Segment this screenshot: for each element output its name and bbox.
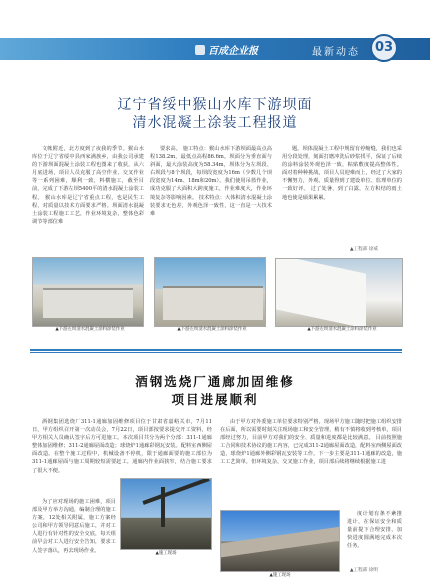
article2-title-line1: 酒钢选烧厂通廊加固维修 bbox=[135, 374, 295, 389]
photo-caption-2: ▲下游左坝清水混凝土涂料涂装作业 bbox=[177, 327, 247, 332]
construction-photo-2 bbox=[220, 510, 340, 572]
article1-col3-text: 题。坝体混凝土工程中规留有停缩缝，我们也采用分段处理，刻面打磨冲洗后砂浆找平，保证了后续的涂料涂装外观色泽一致，粘贴敷度提高整体性。 面对着种种挑战，项目人员迎难而上，经过了大家的不懈努力，外观、质量得到了建设单位、监理单位的一致好评。 过了处暑，到了白露，左方积结的雨土地也使是硕果累累。 bbox=[282, 146, 402, 201]
article2-column-left-2 bbox=[32, 498, 116, 573]
photo-caption-3: ▲下游左坝清水混凝土涂料涂装作业 bbox=[307, 327, 377, 332]
article2-col-left2-text: 为了应对现场的施工困难，项目部及甲方举方沟通，编制合理的施工方案，12处相关附属，施工方案经公司和甲方领导同意后施工，并对工人进行有针对性的安全交底，每天组前早会对工人进行安全告知，要求工人签字落认，再去现场作业。 bbox=[32, 499, 116, 554]
section-divider bbox=[30, 349, 402, 351]
photo-caption-1: ▲下游左坝清水混凝土涂料涂装作业 bbox=[55, 327, 125, 332]
article2-title-line2: 项目进展顺利 bbox=[171, 392, 259, 407]
article2-column-right-2 bbox=[347, 510, 402, 568]
article1-col1-text: 文帐附近，北方度到了夜我的季节。猴山水库位于辽宁省绥中县西家满族乡，由我公司承建的下游坝面混凝土涂装工程也图来了收获，从六月底进场，项目人员克服了高空作业、交叉作业等一系列困难，顺利一致，料横施工，截至目前，完成了下游左坝5400平的清水混凝土涂装工程。 猴山水库是辽宁省重点工程，也是民生工程，对质量以技术方面要求严格。坝面清水混凝土涂装工程施工工艺，作业环境复杂，整体色彩调节等部位难 bbox=[32, 146, 144, 225]
article2-column-right bbox=[220, 418, 402, 510]
page-number-badge: 03 bbox=[370, 34, 398, 62]
logo-icon bbox=[195, 45, 205, 55]
article2-col-right2-text: 度计划有条不紊推进计，在保证安全和质量前提下合理安排，加快进度圆满地完成本次任务。 bbox=[347, 511, 402, 550]
article1-title-line1: 辽宁省绥中猴山水库下游坝面 bbox=[117, 97, 313, 113]
photo-caption-4: ▲施工现场 bbox=[155, 551, 177, 556]
article2-credit: ▲工程部 徐明 bbox=[350, 568, 378, 573]
photo-caption-5: ▲施工现场 bbox=[269, 573, 291, 578]
logo-text: 百成企业报 bbox=[208, 46, 258, 57]
dam-photo-2 bbox=[154, 257, 266, 327]
article1-title-line2: 清水混凝土涂装工程报道 bbox=[132, 115, 298, 131]
newsletter-logo bbox=[195, 42, 275, 57]
construction-photo-1 bbox=[120, 478, 212, 550]
section-label: 最新动态 bbox=[312, 47, 360, 58]
article2-col-right-text: 由于甲方对外委施工单位要求特别严格，现场甲方施工随时把施工组织安排在后面，所以需要时刻关注现场施工和安全管理，稍有不慎将收到考核单，项目部经过努力，目前甲方对我们的安全、质量和进度都是比较满意。 目前按照施工合同和技术协议的施工内容，已完成311-2通廊屋面改造，配料室西侧屋面改造，球烧炉1通廊外侧彩钢瓦安装等工作。下一步主要是311-1通廊的改造，施工工艺简单，但环境复杂，交叉施工作业，项目部后续将继续根据施工进 bbox=[220, 419, 402, 466]
section-divider-thin bbox=[30, 352, 402, 353]
article1-credit: ▲工程部 徐威 bbox=[350, 247, 378, 252]
dam-photo-1 bbox=[32, 257, 144, 327]
dam-photo-3 bbox=[275, 258, 403, 327]
article2-col-left-text: 酒钢集团选烧厂311-1通廊加固维修项目位于甘肃省嘉峪关市，7月11日，甲方组织召开第一次动员会，7月22日，项目部按要求提交开工资料，经甲方相关人员确认签字后方可进施工。本次项目共分为两个分部：311-1通廊整体加固维修；311-2通廊屋面改造；球烧炉1通廊彩钢瓦安装。配料室西侧屋面改造。在整个施工过程中，机械设备不停机，限于通廊面要的施工部位为311-1通廊屋面与施工周期较短需要赶工，通廊内作业面狭窄，结合施工要求了很大不便。 bbox=[32, 419, 212, 474]
article1-col2-text: 要求高。 施工特点：猴山水库下游坝面最高点高程138.2m，最低点高程86.6m。坝面分为垂直面与斜面，最大涂装高度为58.34m，坝体分为左坝段、右坝段与8个坝段，每坝段宽度为16m（少数几个坝段宽度为14m、18m和20m）。我们使用吊篮作业，成功克服了大面积大跨度施工，作业难度大，作业环境复杂等影响因素。 技术特点：大体积清水混凝土涂装要求无色差，外观色泽一致性，这一直是一大技术难 bbox=[150, 146, 272, 217]
